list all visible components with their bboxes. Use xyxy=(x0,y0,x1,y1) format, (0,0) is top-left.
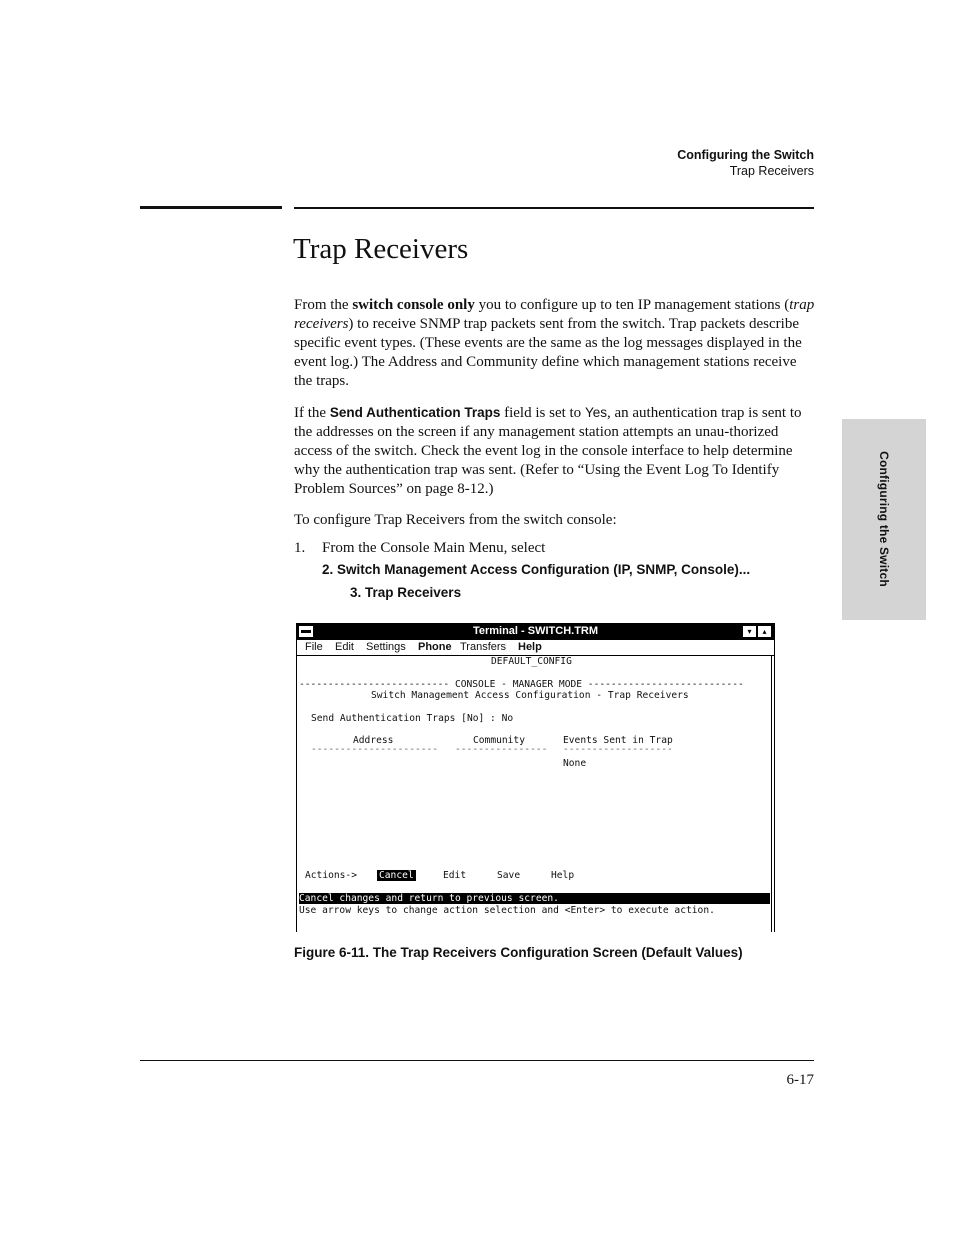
action-save[interactable]: Save xyxy=(497,870,521,881)
instruction-paragraph: To configure Trap Receivers from the switch console: xyxy=(294,512,617,528)
events-value: None xyxy=(563,758,587,769)
maximize-icon[interactable]: ▴ xyxy=(758,626,771,637)
col-address: Address xyxy=(353,735,394,746)
minimize-icon[interactable]: ▾ xyxy=(743,626,756,637)
page-number: 6-17 xyxy=(786,1072,814,1088)
page-title: Trap Receivers xyxy=(293,233,469,265)
help-status-line: Cancel changes and return to previous screen. xyxy=(299,893,770,904)
step-1: 1. From the Console Main Menu, select xyxy=(294,540,546,556)
figure-caption: Figure 6-11. The Trap Receivers Configuration Screen (Default Values) xyxy=(294,945,743,960)
menu-edit[interactable]: Edit xyxy=(335,641,354,653)
action-edit[interactable]: Edit xyxy=(443,870,467,881)
chapter-side-tab xyxy=(842,419,926,620)
auth-traps-line[interactable]: Send Authentication Traps [No] : No xyxy=(311,713,514,724)
mode-line: -------------------------- CONSOLE - MANAGER MODE --------------------------- xyxy=(299,679,744,690)
terminal-title: Terminal - SWITCH.TRM xyxy=(472,625,599,637)
menu-transfers[interactable]: Transfers xyxy=(460,641,507,653)
field-value-yes: Yes xyxy=(584,405,607,420)
footer-rule xyxy=(140,1060,814,1061)
terminal-title-bar xyxy=(297,624,774,640)
screen-title: Switch Management Access Configuration - Trap Receivers xyxy=(371,690,689,701)
running-head-chapter: Configuring the Switch xyxy=(677,148,814,162)
terminal-scrollbar[interactable] xyxy=(771,655,775,932)
running-head-section: Trap Receivers xyxy=(729,164,814,178)
hint-line: Use arrow keys to change action selection and <Enter> to execute action. xyxy=(299,905,715,916)
menu-file[interactable]: File xyxy=(305,641,323,653)
actions-label: Actions-> xyxy=(305,870,357,881)
terminal-window xyxy=(296,623,775,932)
dash-events: ------------------- xyxy=(563,744,673,755)
menu-path-item-3: 3. Trap Receivers xyxy=(350,585,462,600)
emphasis-console-only: switch console only xyxy=(352,297,475,313)
emphasis-trap-receivers: trap receivers xyxy=(294,297,815,332)
dash-community: ---------------- xyxy=(455,744,548,755)
auth-trap-paragraph: If the Send Authentication Traps field is set to Yes, an authentication trap is sent to the addresses on the screen if any management station attempts an unau-thorized access of the switch. Check the event log in the console interface to help determine why the authentication trap was sent. (Refer to “Using the Event Log To Identify Problem Sources” on page 8-12.) xyxy=(294,405,802,497)
header-rule-left xyxy=(140,206,282,209)
menu-settings[interactable]: Settings xyxy=(366,641,406,653)
field-name-send-auth-traps: Send Authentication Traps xyxy=(329,405,501,420)
menu-phone[interactable]: Phone xyxy=(418,641,452,653)
terminal-menu-bar xyxy=(297,640,774,656)
col-community: Community xyxy=(473,735,525,746)
menu-help[interactable]: Help xyxy=(518,641,542,653)
col-events: Events Sent in Trap xyxy=(563,735,673,746)
menu-path-item-2: 2. Switch Management Access Configuration (IP, SNMP, Console)... xyxy=(322,562,751,577)
action-help[interactable]: Help xyxy=(551,870,575,881)
header-rule-right xyxy=(294,207,814,209)
side-tab-label: Configuring the Switch xyxy=(877,451,891,587)
running-head xyxy=(677,147,814,179)
intro-paragraph: From the switch console only you to configure up to ten IP management stations (trap receivers) to receive SNMP trap packets sent from the switch. Trap packets describe specific event types. (These events are the same as the log messages displayed in the event log.) The Address and Community define which management stations receive the traps. xyxy=(294,297,815,389)
dash-address: ---------------------- xyxy=(311,744,439,755)
screen-header: DEFAULT_CONFIG xyxy=(491,656,572,667)
action-cancel[interactable]: Cancel xyxy=(379,870,414,881)
